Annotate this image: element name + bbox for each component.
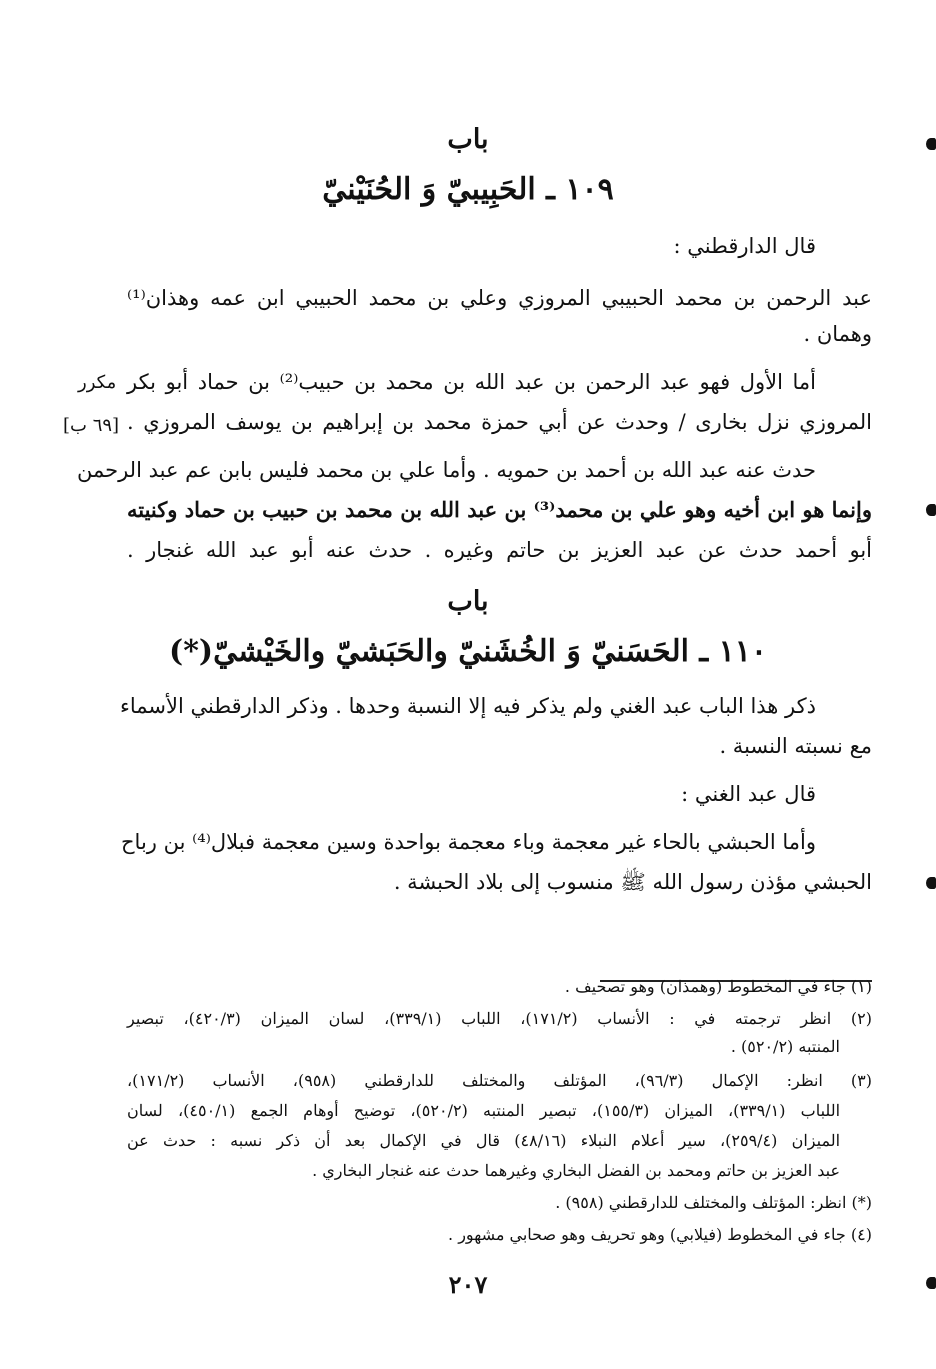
footnote-line: (٤) جاء في المخطوط (فيلابي) وهو تحريف وهو صحابي مشهور . bbox=[448, 1225, 872, 1244]
footnote-line: المنتبه (٥٢٠/٢) . bbox=[730, 1037, 840, 1056]
page-number: ٢٠٧ bbox=[448, 1270, 488, 1299]
footnote-line: (*) انظر: المؤتلف والمختلف للدارقطني (٩٥٨) . bbox=[555, 1193, 872, 1212]
footnote-line: (١) جاء في المخطوط (وهمذان) وهو تصحيف . bbox=[564, 977, 872, 996]
side-note-repeat: مكرر bbox=[78, 372, 117, 393]
text-line: قال الدارقطني : bbox=[673, 234, 816, 258]
chapter-109-title: ١٠٩ ـ الحَبِيبيّ وَ الحُنَيْنيّ bbox=[322, 172, 614, 207]
side-note-folio: [٦٩ ب] bbox=[63, 415, 120, 436]
text-line: مع نسبته النسبة . bbox=[719, 734, 872, 758]
margin-mark bbox=[926, 877, 936, 889]
text-line: أما الأول فهو عبد الرحمن بن عبد الله بن محمد بن حبيب⁽²⁾ بن حماد أبو بكر bbox=[127, 370, 816, 394]
text-line: أبو أحمد حدث عن عبد العزيز بن حاتم وغيره . حدث عنه أبو عبد الله غنجار . bbox=[127, 538, 872, 562]
chapter-110-bab: باب bbox=[447, 586, 489, 617]
text-line: المروزي نزل بخارى / وحدث عن أبي حمزة محمد بن إبراهيم بن يوسف المروزي . bbox=[127, 410, 872, 434]
chapter-110-title: ١١٠ ـ الحَسَنيّ وَ الخُشَنيّ والحَبَشيّ والخَيْشيّ(*) bbox=[169, 634, 767, 669]
text-line: وأما الحبشي بالحاء غير معجمة وباء معجمة بواحدة وسين معجمة فبلال⁽⁴⁾ بن رباح bbox=[121, 830, 816, 854]
text-line: حدث عنه عبد الله بن أحمد بن حمويه . وأما علي بن محمد فليس بابن عم عبد الرحمن bbox=[76, 458, 816, 482]
text-line: وهمان . bbox=[803, 322, 872, 346]
chapter-109-bab: باب bbox=[447, 124, 489, 155]
footnote-line: الميزان (٢٥٩/٤)، سير أعلام النبلاء (٤٨/١٦) قال في الإكمال بعد أن ذكر نسبه : حدث عن bbox=[127, 1131, 841, 1150]
text-line: ذكر هذا الباب عبد الغني ولم يذكر فيه إلا النسبة وحدها . وذكر الدارقطني الأسماء bbox=[120, 694, 816, 718]
text-line: قال عبد الغني : bbox=[681, 782, 816, 806]
footnote-line: (٢) انظر ترجمته في : الأنساب (١٧١/٢)، اللباب (٣٣٩/١)، لسان الميزان (٤٢٠/٣)، تبصير bbox=[127, 1009, 872, 1028]
text-line: وإنما هو ابن أخيه وهو علي بن محمد⁽³⁾ بن عبد الله بن محمد بن حبيب بن حماد وكنيته bbox=[127, 497, 872, 522]
text-line: الحبشي مؤذن رسول الله ﷺ منسوب إلى بلاد الحبشة . bbox=[393, 870, 872, 894]
margin-mark bbox=[926, 504, 936, 516]
footnote-line: اللباب (٣٣٩/١)، الميزان (١٥٥/٣)، تبصير المنتبه (٥٢٠/٢)، توضيح أوهام الجمع (٤٥٠/١)، لسان bbox=[127, 1101, 841, 1120]
footnote-line: (٣) انظر: الإكمال (٩٦/٣)، المؤتلف والمختلف للدارقطني (٩٥٨)، الأنساب (١٧١/٢)، bbox=[127, 1071, 872, 1090]
text-line: عبد الرحمن بن محمد الحبيبي المروزي وعلي بن محمد الحبيبي ابن عمه وهذان⁽¹⁾ bbox=[127, 286, 872, 310]
footnote-line: عبد العزيز بن حاتم ومحمد بن الفضل البخاري وغيرهما حدث عنه غنجار البخاري . bbox=[312, 1161, 840, 1180]
